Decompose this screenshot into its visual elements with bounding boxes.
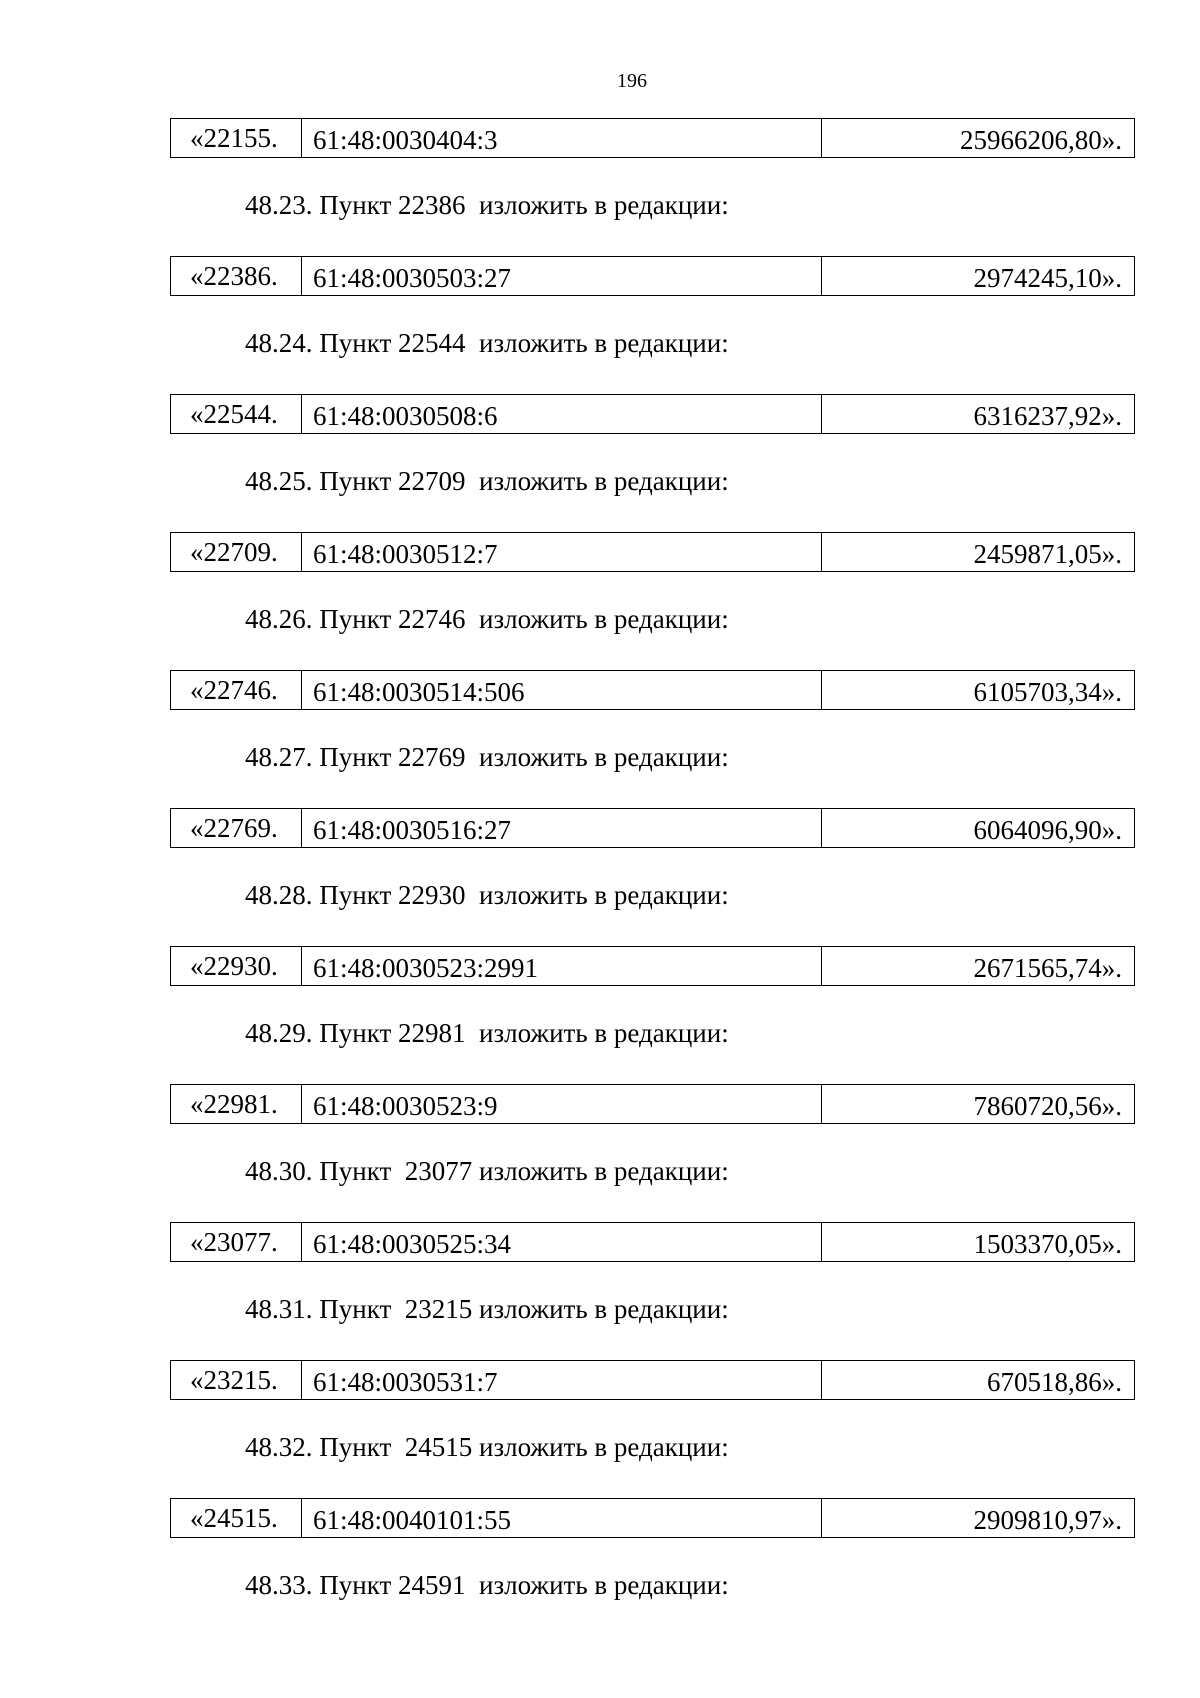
item-number: «23215. xyxy=(171,1361,302,1399)
table-row xyxy=(170,670,1135,710)
amendment-paragraph: 48.30. Пункт 23077 изложить в редакции: xyxy=(245,1156,729,1186)
table-row xyxy=(170,1498,1135,1538)
cadastral-number: 61:48:0030514:506 xyxy=(302,671,822,709)
cadastral-value: 2671565,74». xyxy=(973,953,1122,983)
cadastral-number: 61:48:0030512:7 xyxy=(302,533,822,571)
cadastral-number: 61:48:0030404:3 xyxy=(302,119,822,157)
page-number: 196 xyxy=(617,70,647,92)
amendment-paragraph: 48.26. Пункт 22746 изложить в редакции: xyxy=(245,604,729,634)
table-row xyxy=(170,1222,1135,1262)
table-row xyxy=(170,532,1135,572)
item-number: «22386. xyxy=(171,257,302,295)
document-body xyxy=(170,118,1135,1636)
cadastral-value: 2974245,10». xyxy=(973,263,1122,293)
amendment-paragraph: 48.29. Пункт 22981 изложить в редакции: xyxy=(245,1018,729,1048)
item-number: «22746. xyxy=(171,671,302,709)
amendment-paragraph: 48.28. Пункт 22930 изложить в редакции: xyxy=(245,880,729,910)
table-row xyxy=(170,1084,1135,1124)
amendment-paragraph: 48.32. Пункт 24515 изложить в редакции: xyxy=(245,1432,729,1462)
item-number: «22155. xyxy=(171,119,302,157)
amendment-paragraph: 48.31. Пункт 23215 изложить в редакции: xyxy=(245,1294,729,1324)
cadastral-value: 25966206,80». xyxy=(960,125,1122,155)
cadastral-value: 6064096,90». xyxy=(973,815,1122,845)
item-number: «23077. xyxy=(171,1223,302,1261)
cadastral-number: 61:48:0030531:7 xyxy=(302,1361,822,1399)
cadastral-number: 61:48:0030523:2991 xyxy=(302,947,822,985)
amendment-paragraph: 48.33. Пункт 24591 изложить в редакции: xyxy=(245,1570,729,1600)
cadastral-value: 6316237,92». xyxy=(973,401,1122,431)
table-row xyxy=(170,808,1135,848)
table-row xyxy=(170,118,1135,158)
item-number: «22981. xyxy=(171,1085,302,1123)
cadastral-number: 61:48:0030516:27 xyxy=(302,809,822,847)
table-row xyxy=(170,394,1135,434)
cadastral-value: 6105703,34». xyxy=(973,677,1122,707)
amendment-paragraph: 48.27. Пункт 22769 изложить в редакции: xyxy=(245,742,729,772)
cadastral-number: 61:48:0030508:6 xyxy=(302,395,822,433)
item-number: «22709. xyxy=(171,533,302,571)
cadastral-value: 2459871,05». xyxy=(973,539,1122,569)
item-number: «22769. xyxy=(171,809,302,847)
amendment-paragraph: 48.25. Пункт 22709 изложить в редакции: xyxy=(245,466,729,496)
item-number: «22544. xyxy=(171,395,302,433)
cadastral-value: 1503370,05». xyxy=(973,1229,1122,1259)
table-row xyxy=(170,946,1135,986)
item-number: «24515. xyxy=(171,1499,302,1537)
table-row xyxy=(170,1360,1135,1400)
amendment-paragraph: 48.23. Пункт 22386 изложить в редакции: xyxy=(245,190,729,220)
table-row xyxy=(170,256,1135,296)
cadastral-number: 61:48:0030523:9 xyxy=(302,1085,822,1123)
cadastral-number: 61:48:0030525:34 xyxy=(302,1223,822,1261)
item-number: «22930. xyxy=(171,947,302,985)
amendment-paragraph: 48.24. Пункт 22544 изложить в редакции: xyxy=(245,328,729,358)
cadastral-number: 61:48:0040101:55 xyxy=(302,1499,822,1537)
cadastral-number: 61:48:0030503:27 xyxy=(302,257,822,295)
cadastral-value: 7860720,56». xyxy=(973,1091,1122,1121)
cadastral-value: 2909810,97». xyxy=(973,1505,1122,1535)
cadastral-value: 670518,86». xyxy=(987,1367,1122,1397)
